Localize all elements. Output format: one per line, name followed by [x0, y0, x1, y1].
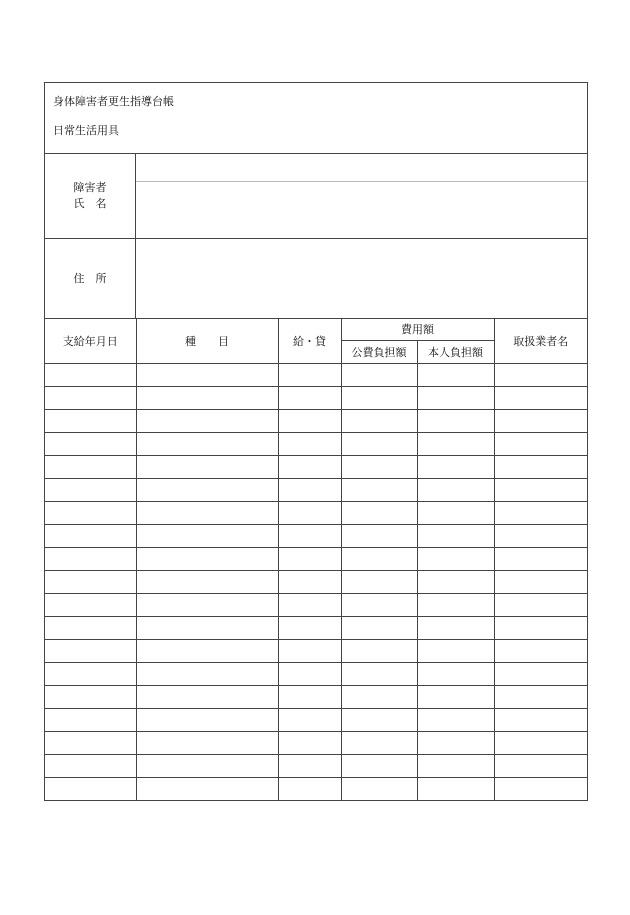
self-share-cell[interactable] [417, 777, 494, 800]
public-share-cell[interactable] [341, 731, 417, 754]
grant-loan-cell[interactable] [278, 478, 341, 501]
grant-loan-cell[interactable] [278, 547, 341, 570]
self-share-cell[interactable] [417, 409, 494, 432]
type-cell[interactable] [136, 524, 278, 547]
table-row [45, 570, 587, 593]
form-subtitle: 日常生活用具 [53, 124, 119, 137]
type-cell[interactable] [136, 478, 278, 501]
public-share-cell[interactable] [341, 754, 417, 777]
public-share-cell[interactable] [341, 455, 417, 478]
vendor-cell[interactable] [494, 662, 587, 685]
type-cell[interactable] [136, 593, 278, 616]
col-header-grant-loan: 給・貸 [278, 319, 341, 363]
public-share-cell[interactable] [341, 685, 417, 708]
vendor-cell[interactable] [494, 432, 587, 455]
table-row [45, 639, 587, 662]
public-share-cell[interactable] [341, 777, 417, 800]
type-cell[interactable] [136, 708, 278, 731]
table-row [45, 501, 587, 524]
table-row [45, 455, 587, 478]
vendor-cell[interactable] [494, 754, 587, 777]
public-share-cell[interactable] [341, 524, 417, 547]
name-label-line1: 障害者 [73, 181, 107, 194]
public-share-cell[interactable] [341, 547, 417, 570]
public-share-cell[interactable] [341, 639, 417, 662]
type-cell[interactable] [136, 685, 278, 708]
self-share-cell[interactable] [417, 754, 494, 777]
type-cell[interactable] [136, 363, 278, 386]
type-cell[interactable] [136, 570, 278, 593]
date-cell[interactable] [45, 547, 136, 570]
table-row [45, 777, 587, 800]
vendor-cell[interactable] [494, 639, 587, 662]
table-row [45, 685, 587, 708]
self-share-cell[interactable] [417, 386, 494, 409]
date-cell[interactable] [45, 662, 136, 685]
date-cell[interactable] [45, 432, 136, 455]
public-share-cell[interactable] [341, 662, 417, 685]
grant-loan-cell[interactable] [278, 685, 341, 708]
form-header [45, 83, 587, 154]
date-cell[interactable] [45, 409, 136, 432]
vendor-cell[interactable] [494, 685, 587, 708]
vendor-cell[interactable] [494, 501, 587, 524]
date-cell[interactable] [45, 501, 136, 524]
type-cell[interactable] [136, 777, 278, 800]
grant-loan-cell[interactable] [278, 662, 341, 685]
public-share-cell[interactable] [341, 708, 417, 731]
date-cell[interactable] [45, 524, 136, 547]
type-cell[interactable] [136, 455, 278, 478]
type-cell[interactable] [136, 386, 278, 409]
self-share-cell[interactable] [417, 685, 494, 708]
grant-loan-cell[interactable] [278, 432, 341, 455]
col-header-vendor: 取扱業者名 [494, 319, 587, 363]
vendor-cell[interactable] [494, 708, 587, 731]
vendor-cell[interactable] [494, 455, 587, 478]
table-row [45, 432, 587, 455]
table-row [45, 708, 587, 731]
date-cell[interactable] [45, 386, 136, 409]
date-cell[interactable] [45, 754, 136, 777]
grant-loan-cell[interactable] [278, 593, 341, 616]
self-share-cell[interactable] [417, 501, 494, 524]
vendor-cell[interactable] [494, 570, 587, 593]
grant-loan-cell[interactable] [278, 708, 341, 731]
col-header-date: 支給年月日 [45, 319, 136, 363]
table-body [45, 363, 587, 800]
form-title: 身体障害者更生指導台帳 [53, 95, 174, 108]
public-share-cell[interactable] [341, 386, 417, 409]
name-label [45, 154, 136, 238]
self-share-cell[interactable] [417, 731, 494, 754]
address-field[interactable] [136, 239, 587, 318]
date-cell[interactable] [45, 616, 136, 639]
grant-loan-cell[interactable] [278, 754, 341, 777]
table-row [45, 409, 587, 432]
vendor-cell[interactable] [494, 363, 587, 386]
vendor-cell[interactable] [494, 777, 587, 800]
type-cell[interactable] [136, 662, 278, 685]
grant-loan-cell[interactable] [278, 501, 341, 524]
date-cell[interactable] [45, 570, 136, 593]
date-cell[interactable] [45, 731, 136, 754]
public-share-cell[interactable] [341, 501, 417, 524]
furigana-divider [136, 181, 587, 182]
grant-loan-cell[interactable] [278, 777, 341, 800]
vendor-cell[interactable] [494, 731, 587, 754]
grant-loan-cell[interactable] [278, 570, 341, 593]
date-cell[interactable] [45, 639, 136, 662]
public-share-cell[interactable] [341, 478, 417, 501]
table-row [45, 662, 587, 685]
issuance-table [45, 319, 587, 800]
grant-loan-cell[interactable] [278, 386, 341, 409]
type-cell[interactable] [136, 547, 278, 570]
type-cell[interactable] [136, 731, 278, 754]
address-label: 住 所 [45, 239, 136, 318]
vendor-cell[interactable] [494, 409, 587, 432]
table-row [45, 616, 587, 639]
address-section [45, 239, 587, 319]
table-row [45, 731, 587, 754]
grant-loan-cell[interactable] [278, 363, 341, 386]
grant-loan-cell[interactable] [278, 639, 341, 662]
date-cell[interactable] [45, 685, 136, 708]
self-share-cell[interactable] [417, 547, 494, 570]
self-share-cell[interactable] [417, 616, 494, 639]
date-cell[interactable] [45, 777, 136, 800]
type-cell[interactable] [136, 754, 278, 777]
col-header-type: 種 目 [136, 319, 278, 363]
vendor-cell[interactable] [494, 547, 587, 570]
name-label-line2: 氏 名 [73, 197, 107, 210]
table-row [45, 386, 587, 409]
self-share-cell[interactable] [417, 593, 494, 616]
public-share-cell[interactable] [341, 409, 417, 432]
table-row [45, 547, 587, 570]
vendor-cell[interactable] [494, 524, 587, 547]
table-row [45, 363, 587, 386]
grant-loan-cell[interactable] [278, 524, 341, 547]
date-cell[interactable] [45, 455, 136, 478]
date-cell[interactable] [45, 708, 136, 731]
ledger-form [44, 82, 588, 801]
name-section [45, 154, 587, 239]
date-cell[interactable] [45, 593, 136, 616]
date-cell[interactable] [45, 478, 136, 501]
grant-loan-cell[interactable] [278, 455, 341, 478]
type-cell[interactable] [136, 616, 278, 639]
self-share-cell[interactable] [417, 478, 494, 501]
type-cell[interactable] [136, 432, 278, 455]
type-cell[interactable] [136, 409, 278, 432]
grant-loan-cell[interactable] [278, 731, 341, 754]
vendor-cell[interactable] [494, 478, 587, 501]
table-row [45, 478, 587, 501]
self-share-cell[interactable] [417, 363, 494, 386]
public-share-cell[interactable] [341, 432, 417, 455]
vendor-cell[interactable] [494, 593, 587, 616]
public-share-cell[interactable] [341, 616, 417, 639]
type-cell[interactable] [136, 501, 278, 524]
self-share-cell[interactable] [417, 639, 494, 662]
self-share-cell[interactable] [417, 662, 494, 685]
self-share-cell[interactable] [417, 570, 494, 593]
self-share-cell[interactable] [417, 708, 494, 731]
table-row [45, 754, 587, 777]
vendor-cell[interactable] [494, 386, 587, 409]
public-share-cell[interactable] [341, 593, 417, 616]
grant-loan-cell[interactable] [278, 409, 341, 432]
col-header-public-share: 公費負担額 [341, 340, 417, 363]
self-share-cell[interactable] [417, 432, 494, 455]
table-row [45, 524, 587, 547]
grant-loan-cell[interactable] [278, 616, 341, 639]
name-field[interactable] [136, 154, 587, 238]
self-share-cell[interactable] [417, 455, 494, 478]
col-header-self-share: 本人負担額 [417, 340, 494, 363]
self-share-cell[interactable] [417, 524, 494, 547]
date-cell[interactable] [45, 363, 136, 386]
type-cell[interactable] [136, 639, 278, 662]
col-header-cost: 費用額 [341, 319, 494, 340]
vendor-cell[interactable] [494, 616, 587, 639]
table-row [45, 593, 587, 616]
public-share-cell[interactable] [341, 363, 417, 386]
public-share-cell[interactable] [341, 570, 417, 593]
